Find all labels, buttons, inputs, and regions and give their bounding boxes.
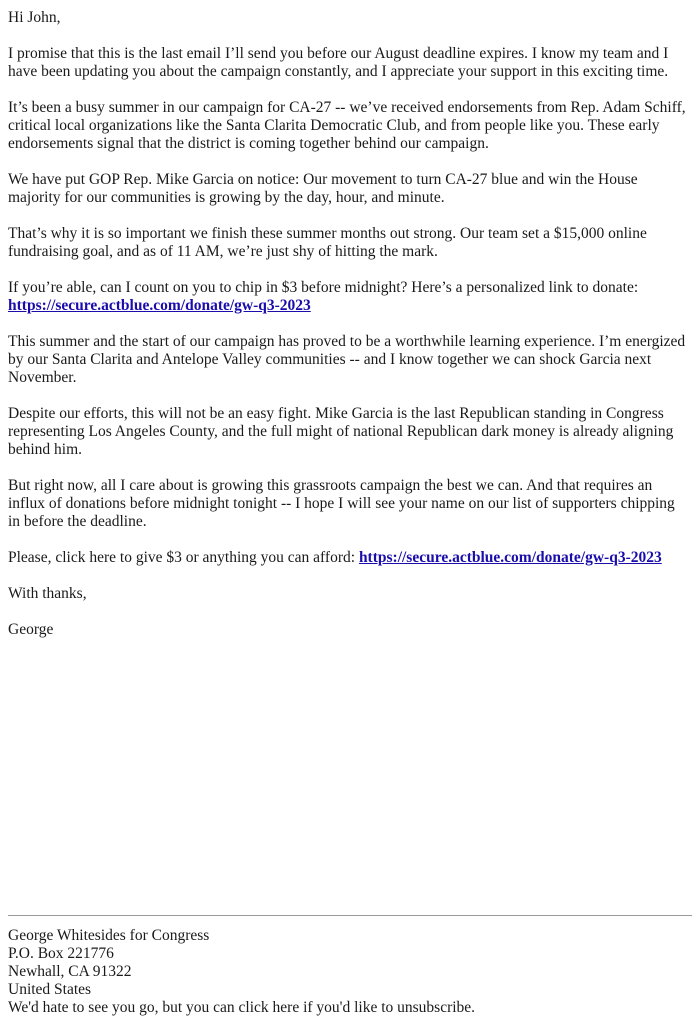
paragraph-fight: Despite our efforts, this will not be an easy fight. Mike Garcia is the last Republican standing in Congress representing Los Angeles County, and the full might of national Republican dark money is already aligning behind him.: [8, 405, 674, 458]
paragraph-learning: This summer and the start of our campaign has proved to be a worthwhile learning experience. I’m energized by our Santa Clarita and Antelope Valley communities -- and I know together we can shock Garcia next November.: [8, 333, 686, 386]
footer-country: United States: [8, 981, 92, 998]
paragraph-gop-notice: We have put GOP Rep. Mike Garcia on notice: Our movement to turn CA-27 blue and win the House majority for our communities is growing by the day, hour, and minute.: [8, 171, 638, 206]
signoff: With thanks,: [8, 585, 87, 602]
paragraph-donate-ask: [8, 279, 692, 315]
paragraph-deadline: I promise that this is the last email I’ll send you before our August deadline expires. I know my team and I have been updating you about the campaign constantly, and I appreciate your support in this exciting time.: [8, 45, 669, 80]
final-donate-link[interactable]: https://secure.actblue.com/donate/gw-q3-2023: [358, 549, 662, 566]
footer-po-box: P.O. Box 221776: [8, 945, 114, 962]
footer-org-name: George Whitesides for Congress: [8, 927, 210, 944]
donate-ask-text: If you’re able, can I count on you to chip in $3 before midnight? Here’s a personalized link to donate:: [8, 279, 639, 296]
footer-city-line: Newhall, CA 91322: [8, 963, 132, 980]
signature: George: [8, 621, 54, 638]
footer-divider: [8, 915, 692, 916]
paragraph-fundraising-goal: That’s why it is so important we finish these summer months out strong. Our team set a $15,000 online fundraising goal, and as of 11 AM, we’re just shy of hitting the mark.: [8, 225, 647, 260]
greeting: Hi John,: [8, 9, 61, 26]
paragraph-final-ask: [8, 549, 692, 567]
email-footer: [8, 915, 692, 1017]
paragraph-endorsements: It’s been a busy summer in our campaign for CA-27 -- we’ve received endorsements from Rep. Adam Schiff, critical local organizations like the Santa Clarita Democratic Club, and from people like you. These early endorsements signal that the district is coming together behind our campaign.: [8, 99, 686, 152]
paragraph-grassroots: But right now, all I care about is growing this grassroots campaign the best we can. And that requires an influx of donations before midnight tonight -- I hope I will see your name on our list of supporters chipping in before the deadline.: [8, 477, 675, 530]
final-ask-text: Please, click here to give $3 or anything you can afford:: [8, 549, 356, 566]
unsubscribe-link[interactable]: We'd hate to see you go, but you can click here if you'd like to unsubscribe.: [8, 999, 476, 1016]
donate-link[interactable]: https://secure.actblue.com/donate/gw-q3-2023: [8, 297, 311, 314]
